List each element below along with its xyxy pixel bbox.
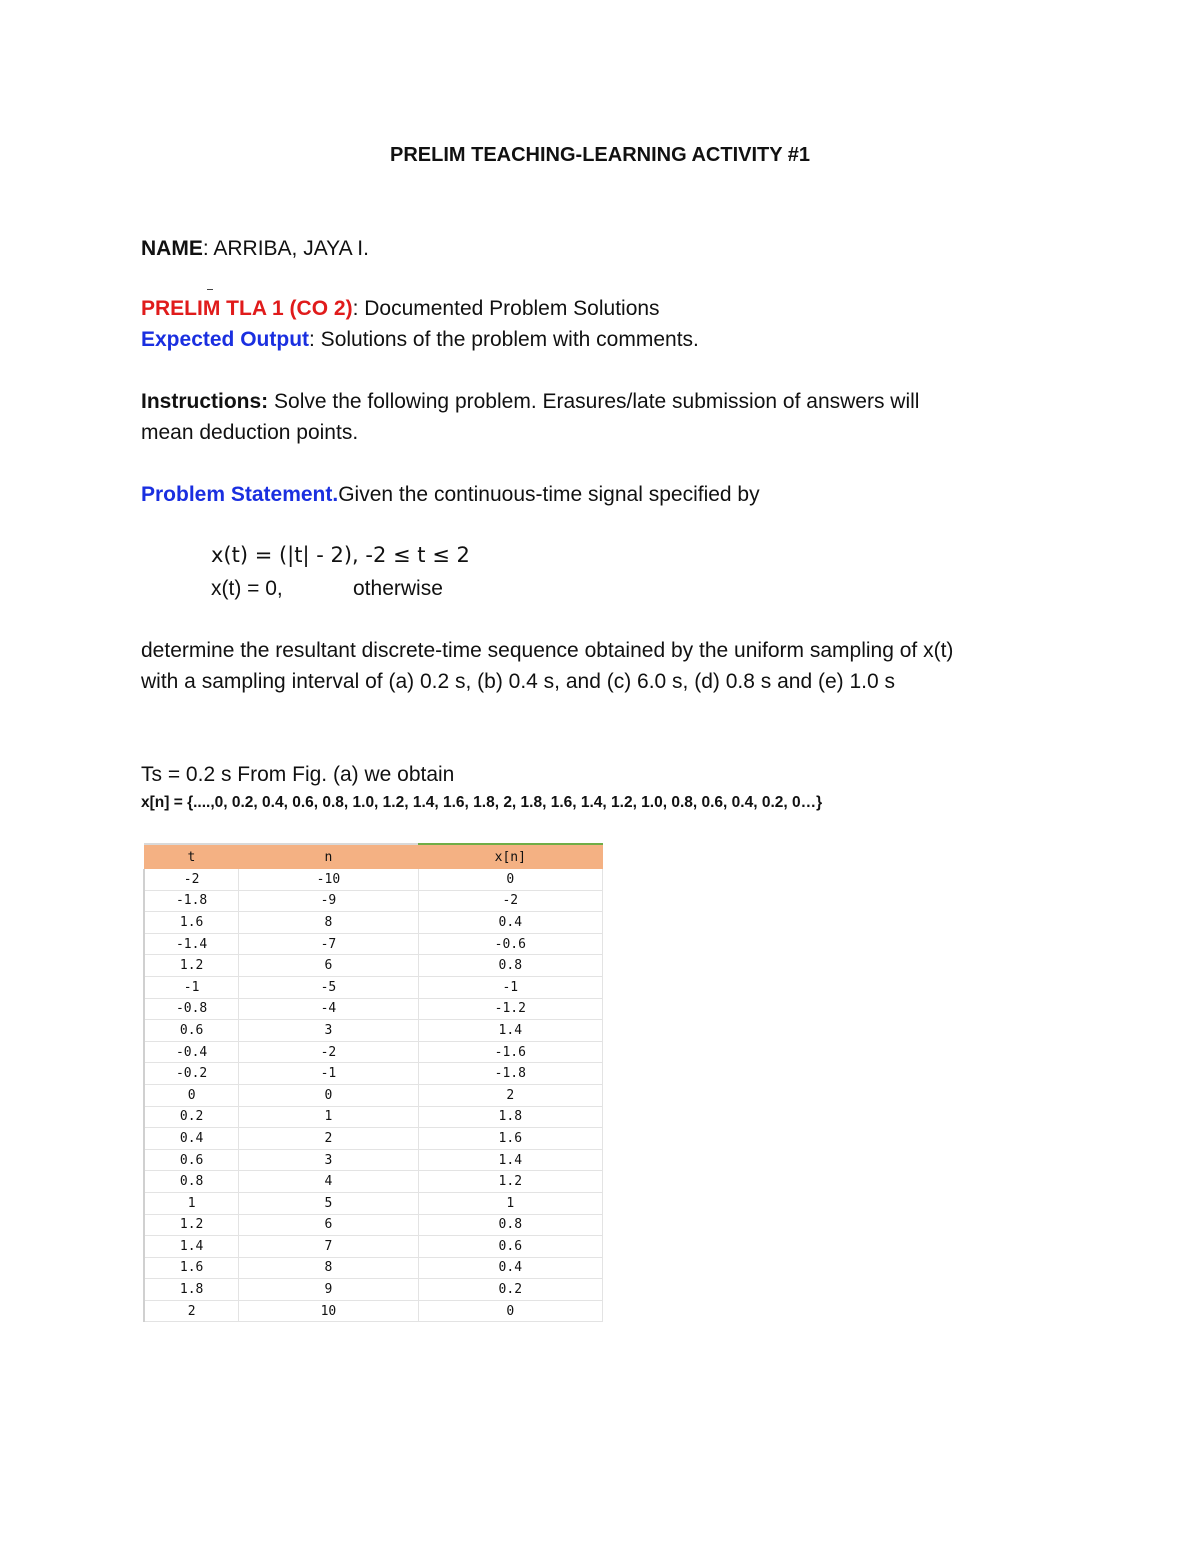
cell-n: 3 [239,1149,418,1171]
table-row [144,1257,603,1279]
table-row [144,998,603,1020]
cell-t: 1.2 [144,955,239,977]
cell-n: -7 [239,933,418,955]
cell-n: -1 [239,1063,418,1085]
table-row [144,1128,603,1150]
cell-xn: 0.8 [418,1214,602,1236]
cell-t: 0.6 [144,1020,239,1042]
cell-t: -0.4 [144,1041,239,1063]
tla-label: PRELIM TLA 1 (CO 2) [141,297,353,320]
cell-t: -1.8 [144,890,239,912]
table-row [144,1041,603,1063]
header-t: t [144,844,239,869]
cell-n: 6 [239,1214,418,1236]
cell-n: 10 [239,1300,418,1322]
determine-line-2: with a sampling interval of (a) 0.2 s, (b) 0.4 s, and (c) 6.0 s, (d) 0.8 s and (e) 1.0 s [141,670,895,693]
cell-xn: 0.2 [418,1279,602,1301]
header-n: n [239,844,418,869]
instructions-line-1 [141,389,919,414]
cell-xn: 0 [418,1300,602,1322]
name-label: NAME [141,237,203,260]
cell-n: -4 [239,998,418,1020]
cell-t: 1 [144,1192,239,1214]
cell-xn: 1.4 [418,1020,602,1042]
cell-t: -0.8 [144,998,239,1020]
cell-n: 8 [239,1257,418,1279]
cell-n: 8 [239,912,418,934]
cell-t: 0.4 [144,1128,239,1150]
table-row [144,1106,603,1128]
table-row [144,955,603,977]
instructions-label: Instructions: [141,390,269,413]
cell-xn: -1.6 [418,1041,602,1063]
table-row [144,1020,603,1042]
table-row [144,1149,603,1171]
table-header-row [144,844,603,869]
table-row [144,890,603,912]
sequence-line: x[n] = {....,0, 0.2, 0.4, 0.6, 0.8, 1.0, 1.2, 1.4, 1.6, 1.8, 2, 1.8, 1.6, 1.4, 1.2, 1.0, 0.8, 0.6, 0.4, 0.2, 0…} [141,794,823,811]
cell-t: 1.4 [144,1236,239,1258]
expected-output-value: : Solutions of the problem with comments. [309,328,699,351]
problem-statement-label: Problem Statement. [141,483,339,506]
cell-n: 1 [239,1106,418,1128]
table-body [144,869,603,1322]
cell-t: -2 [144,869,239,890]
sample-table [143,843,603,1322]
cell-xn: 1.8 [418,1106,602,1128]
cell-n: -9 [239,890,418,912]
cell-n: 7 [239,1236,418,1258]
cell-n: 9 [239,1279,418,1301]
cell-t: 1.8 [144,1279,239,1301]
cell-xn: 0.8 [418,955,602,977]
equation-line-2-right: otherwise [353,577,443,600]
cell-xn: 1.2 [418,1171,602,1193]
cell-n: 2 [239,1128,418,1150]
cell-n: 5 [239,1192,418,1214]
dash-mark [207,289,213,290]
equation-line-2-left: x(t) = 0, [211,577,283,600]
cell-xn: -0.6 [418,933,602,955]
cell-t: 2 [144,1300,239,1322]
cell-n: 3 [239,1020,418,1042]
ts-line: Ts = 0.2 s From Fig. (a) we obtain [141,763,455,786]
instructions-line-2: mean deduction points. [141,421,359,444]
problem-statement-line [141,482,760,507]
cell-xn: 1 [418,1192,602,1214]
name-value: : ARRIBA, JAYA I. [202,237,369,260]
tla-value: : Documented Problem Solutions [352,297,660,320]
cell-t: 0.2 [144,1106,239,1128]
table-row [144,1279,603,1301]
cell-t: 1.6 [144,912,239,934]
table-row [144,933,603,955]
table-row [144,1300,603,1322]
cell-t: -0.2 [144,1063,239,1085]
table-row [144,1084,603,1106]
problem-statement-text: Given the continuous-time signal specified by [338,483,760,506]
cell-n: -10 [239,869,418,890]
cell-n: -5 [239,976,418,998]
header-xn: x[n] [418,844,602,869]
table-row [144,1171,603,1193]
table-row [144,1063,603,1085]
cell-t: 1.2 [144,1214,239,1236]
cell-t: 0.6 [144,1149,239,1171]
expected-output-line [141,327,699,352]
cell-xn: -1 [418,976,602,998]
cell-xn: 0.4 [418,1257,602,1279]
cell-xn: 1.4 [418,1149,602,1171]
equation-line-1: x(t) = (|t| - 2), -2 ≤ t ≤ 2 [211,543,470,567]
cell-t: 0 [144,1084,239,1106]
cell-t: 0.8 [144,1171,239,1193]
name-line [141,236,369,261]
cell-xn: -1.8 [418,1063,602,1085]
cell-t: -1.4 [144,933,239,955]
table-row [144,1214,603,1236]
cell-xn: 2 [418,1084,602,1106]
cell-xn: 1.6 [418,1128,602,1150]
determine-line-1: determine the resultant discrete-time sequence obtained by the uniform sampling of x(t) [141,639,954,662]
instructions-text-1: Solve the following problem. Erasures/late submission of answers will [268,390,920,413]
cell-n: 4 [239,1171,418,1193]
table-row [144,869,603,890]
cell-xn: -1.2 [418,998,602,1020]
cell-n: -2 [239,1041,418,1063]
expected-output-label: Expected Output [141,328,310,351]
table-row [144,1192,603,1214]
table-row [144,912,603,934]
cell-t: -1 [144,976,239,998]
cell-n: 6 [239,955,418,977]
page-title: PRELIM TEACHING-LEARNING ACTIVITY #1 [389,144,811,166]
tla-line [141,296,660,321]
table-row [144,1236,603,1258]
cell-xn: 0.4 [418,912,602,934]
cell-xn: 0.6 [418,1236,602,1258]
cell-t: 1.6 [144,1257,239,1279]
cell-xn: 0 [418,869,602,890]
cell-xn: -2 [418,890,602,912]
cell-n: 0 [239,1084,418,1106]
table-row [144,976,603,998]
